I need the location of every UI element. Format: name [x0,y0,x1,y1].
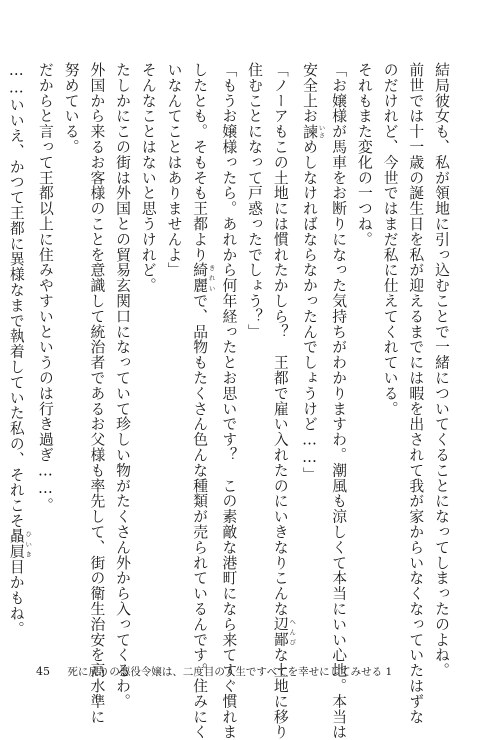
furigana-reading: きれい [207,262,216,293]
furigana-ruby: 贔屓 ひいき [7,528,33,560]
page-number: 45 [36,665,50,678]
furigana-ruby: 綺麗 きれい [191,262,216,294]
text-line-5: 「お嬢様が馬車をお断りになった気持ちがわかりますわ。潮風も涼しくて本当にいい心地。本当は [330,62,348,740]
book-title: 死に戻りの悪役令嬢は、二度目の人生ですべてを幸せにしてみせる 1 [67,666,393,678]
text-line-16: だからと言って王都以上に住みやすいというのは行き過ぎ……。 [36,62,54,513]
text-line-17: ……いいえ、かつて王都に異様なまで執着していた私の、それこそ贔屓 ひいき目かもね。 [7,62,33,637]
text-line-2: 前世では十一歳の誕生日を私が迎えるまでには暇を出されて我が家からいなくなっていたはずな [407,62,425,725]
text-line-9: 「もうお嬢様ったら。あれから何年経ったとお思いです？ この素敵な港町になら来てすぐ慣れま [220,62,238,740]
furigana-reading: へんぴ [288,616,297,648]
page-footer [36,664,392,679]
text-line-3: のだけれど、今世ではまだ私に仕えてくれている。 [381,62,399,417]
text-line-11: いなんてことはありませんよ」 [165,62,183,278]
text-line-1: 結局彼女も、私が領地に引っ込むことで一緒についてくることになってしまったのよね。 [433,62,450,678]
text-line-15: 努めている。 [62,62,80,155]
text-line-8: 住むことになって戸惑ったでしょう？」 [246,62,264,340]
text-line-7: 「ノーアもこの土地には慣れたかしら？ 王都で雇い入れたのにいきなりこんな辺鄙 へんぴな土地に移り [271,62,297,740]
text-line-14: 外国から来るお客様のことを意識して統治者であるお父様も率先して、街の衛生治安を高水準に [88,62,106,725]
furigana-ruby: 諫 いさ [300,123,326,140]
furigana-reading: ひいき [24,528,33,560]
text-line-13: たしかにこの街は外国との貿易玄関口になっていて珍しい物がたくさん外から入ってくるわ。 [114,62,132,709]
furigana-reading: いさ [317,123,326,139]
text-line-4: それもまた変化の一つね。 [355,62,373,247]
text-line-12: そんなことはないと思うけれど。 [139,62,157,293]
furigana-ruby: 辺鄙 へんぴ [271,616,297,648]
text-line-10: したとも。そもそも王都より綺麗 きれいで、品物もたくさん色んな種類が売られているんです。住みにく [191,62,216,740]
text-line-6: 安全上お諫 いさめしなければならなかったんでしょうけど……」 [300,62,326,483]
